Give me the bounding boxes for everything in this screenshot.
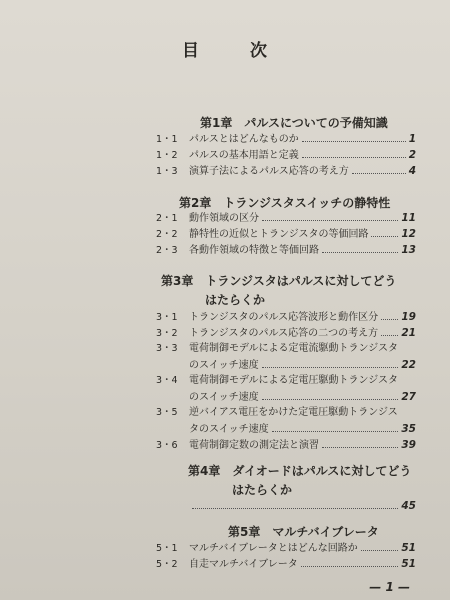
- chapter-title: ダイオードはパルスに対してどう: [232, 464, 412, 478]
- toc-entry: [156, 309, 416, 325]
- chapter-title: トランジスタスイッチの静特性: [223, 196, 391, 210]
- section-number: 3・3: [156, 343, 178, 354]
- toc-entry: [156, 131, 416, 147]
- toc-entry: [156, 325, 416, 341]
- section-title: トランジスタのパルス応答の二つの考え方: [189, 328, 379, 339]
- toc-entry: [156, 147, 416, 163]
- toc-entry-cont: [189, 421, 416, 437]
- page-number: 12: [401, 228, 416, 240]
- page-number: 11: [401, 212, 416, 224]
- chapter-number: 第1章: [200, 116, 233, 130]
- toc-entry: [156, 373, 416, 389]
- section-title: トランジスタのパルス応答波形と動作区分: [189, 312, 379, 323]
- section-title: 逆バイアス電圧をかけた定電圧駆動トランジス: [189, 407, 398, 418]
- chapter-4-page-line: [189, 498, 416, 514]
- page-number: 22: [401, 359, 416, 371]
- page-number: 19: [401, 311, 416, 323]
- section-title: 自走マルチバイブレータ: [189, 559, 298, 570]
- chapter-title-cont: はたらくか: [205, 293, 266, 307]
- section-number: 1・3: [156, 166, 178, 177]
- page-number: 2: [408, 149, 416, 161]
- page-number: 27: [401, 391, 416, 403]
- chapter-3-heading: [161, 272, 396, 291]
- toc-entry: [156, 341, 416, 357]
- toc-entry: [156, 437, 416, 453]
- toc-entry: [156, 242, 416, 258]
- page-number: 35: [401, 423, 416, 435]
- toc-entry: [156, 405, 416, 421]
- section-number: 3・1: [156, 312, 178, 323]
- section-title-cont: のスイッチ速度: [189, 360, 259, 371]
- page-number: 4: [408, 165, 416, 177]
- chapter-4-heading: [188, 462, 411, 481]
- page-footer-number: — 1 —: [369, 580, 410, 594]
- section-title: 各動作領域の特徴と等価回路: [189, 245, 319, 256]
- toc-entry: [156, 163, 416, 179]
- toc-entry: [156, 210, 416, 226]
- section-title: パルスの基本用語と定義: [189, 150, 299, 161]
- section-number: 5・2: [156, 559, 178, 570]
- page-number: 51: [401, 558, 416, 570]
- chapter-number: 第4章: [188, 464, 221, 478]
- page-number: 1: [408, 133, 416, 145]
- section-title: パルスとはどんなものか: [189, 134, 299, 145]
- page-number: 45: [401, 500, 416, 512]
- page-number: 21: [401, 327, 416, 339]
- page-title: [0, 36, 450, 61]
- section-number: 2・2: [156, 229, 178, 240]
- chapter-title: パルスについての予備知識: [244, 116, 388, 130]
- section-title: 電荷制御モデルによる定電流駆動トランジスタ: [189, 343, 398, 354]
- toc-entry: [156, 540, 416, 556]
- section-title: マルチバイブレータとはどんな回路か: [189, 543, 358, 554]
- section-number: 1・1: [156, 134, 178, 145]
- section-number: 2・1: [156, 213, 178, 224]
- section-title: 動作領域の区分: [189, 213, 259, 224]
- toc-entry-cont: [189, 357, 416, 373]
- title-char-1: 目: [182, 41, 200, 61]
- section-title: 静特性の近似とトランジスタの等価回路: [189, 229, 369, 240]
- section-title: 演算子法によるパルス応答の考え方: [189, 166, 349, 177]
- section-number: 3・2: [156, 328, 178, 339]
- chapter-3-heading-line2: [205, 291, 265, 310]
- chapter-title-cont: はたらくか: [232, 483, 293, 497]
- section-number: 1・2: [156, 150, 178, 161]
- page-number: 51: [401, 542, 416, 554]
- toc-entry: [156, 226, 416, 242]
- section-title-cont: タのスイッチ速度: [189, 424, 269, 435]
- page-number: 39: [401, 439, 416, 451]
- chapter-number: 第3章: [161, 274, 194, 288]
- section-title: 電荷制御モデルによる定電圧駆動トランジスタ: [189, 375, 398, 386]
- chapter-number: 第5章: [228, 525, 261, 539]
- title-char-2: 次: [250, 41, 268, 61]
- section-number: 3・5: [156, 407, 178, 418]
- section-number: 5・1: [156, 543, 178, 554]
- section-title-cont: のスイッチ速度: [189, 392, 259, 403]
- section-title: 電荷制御定数の測定法と演習: [189, 440, 319, 451]
- section-number: 3・6: [156, 440, 178, 451]
- page-number: 13: [401, 244, 416, 256]
- chapter-number: 第2章: [179, 196, 212, 210]
- section-number: 3・4: [156, 375, 178, 386]
- toc-entry-cont: [189, 389, 416, 405]
- chapter-title: マルチバイブレータ: [272, 525, 379, 539]
- section-number: 2・3: [156, 245, 178, 256]
- chapter-title: トランジスタはパルスに対してどう: [205, 274, 397, 288]
- toc-entry: [156, 556, 416, 572]
